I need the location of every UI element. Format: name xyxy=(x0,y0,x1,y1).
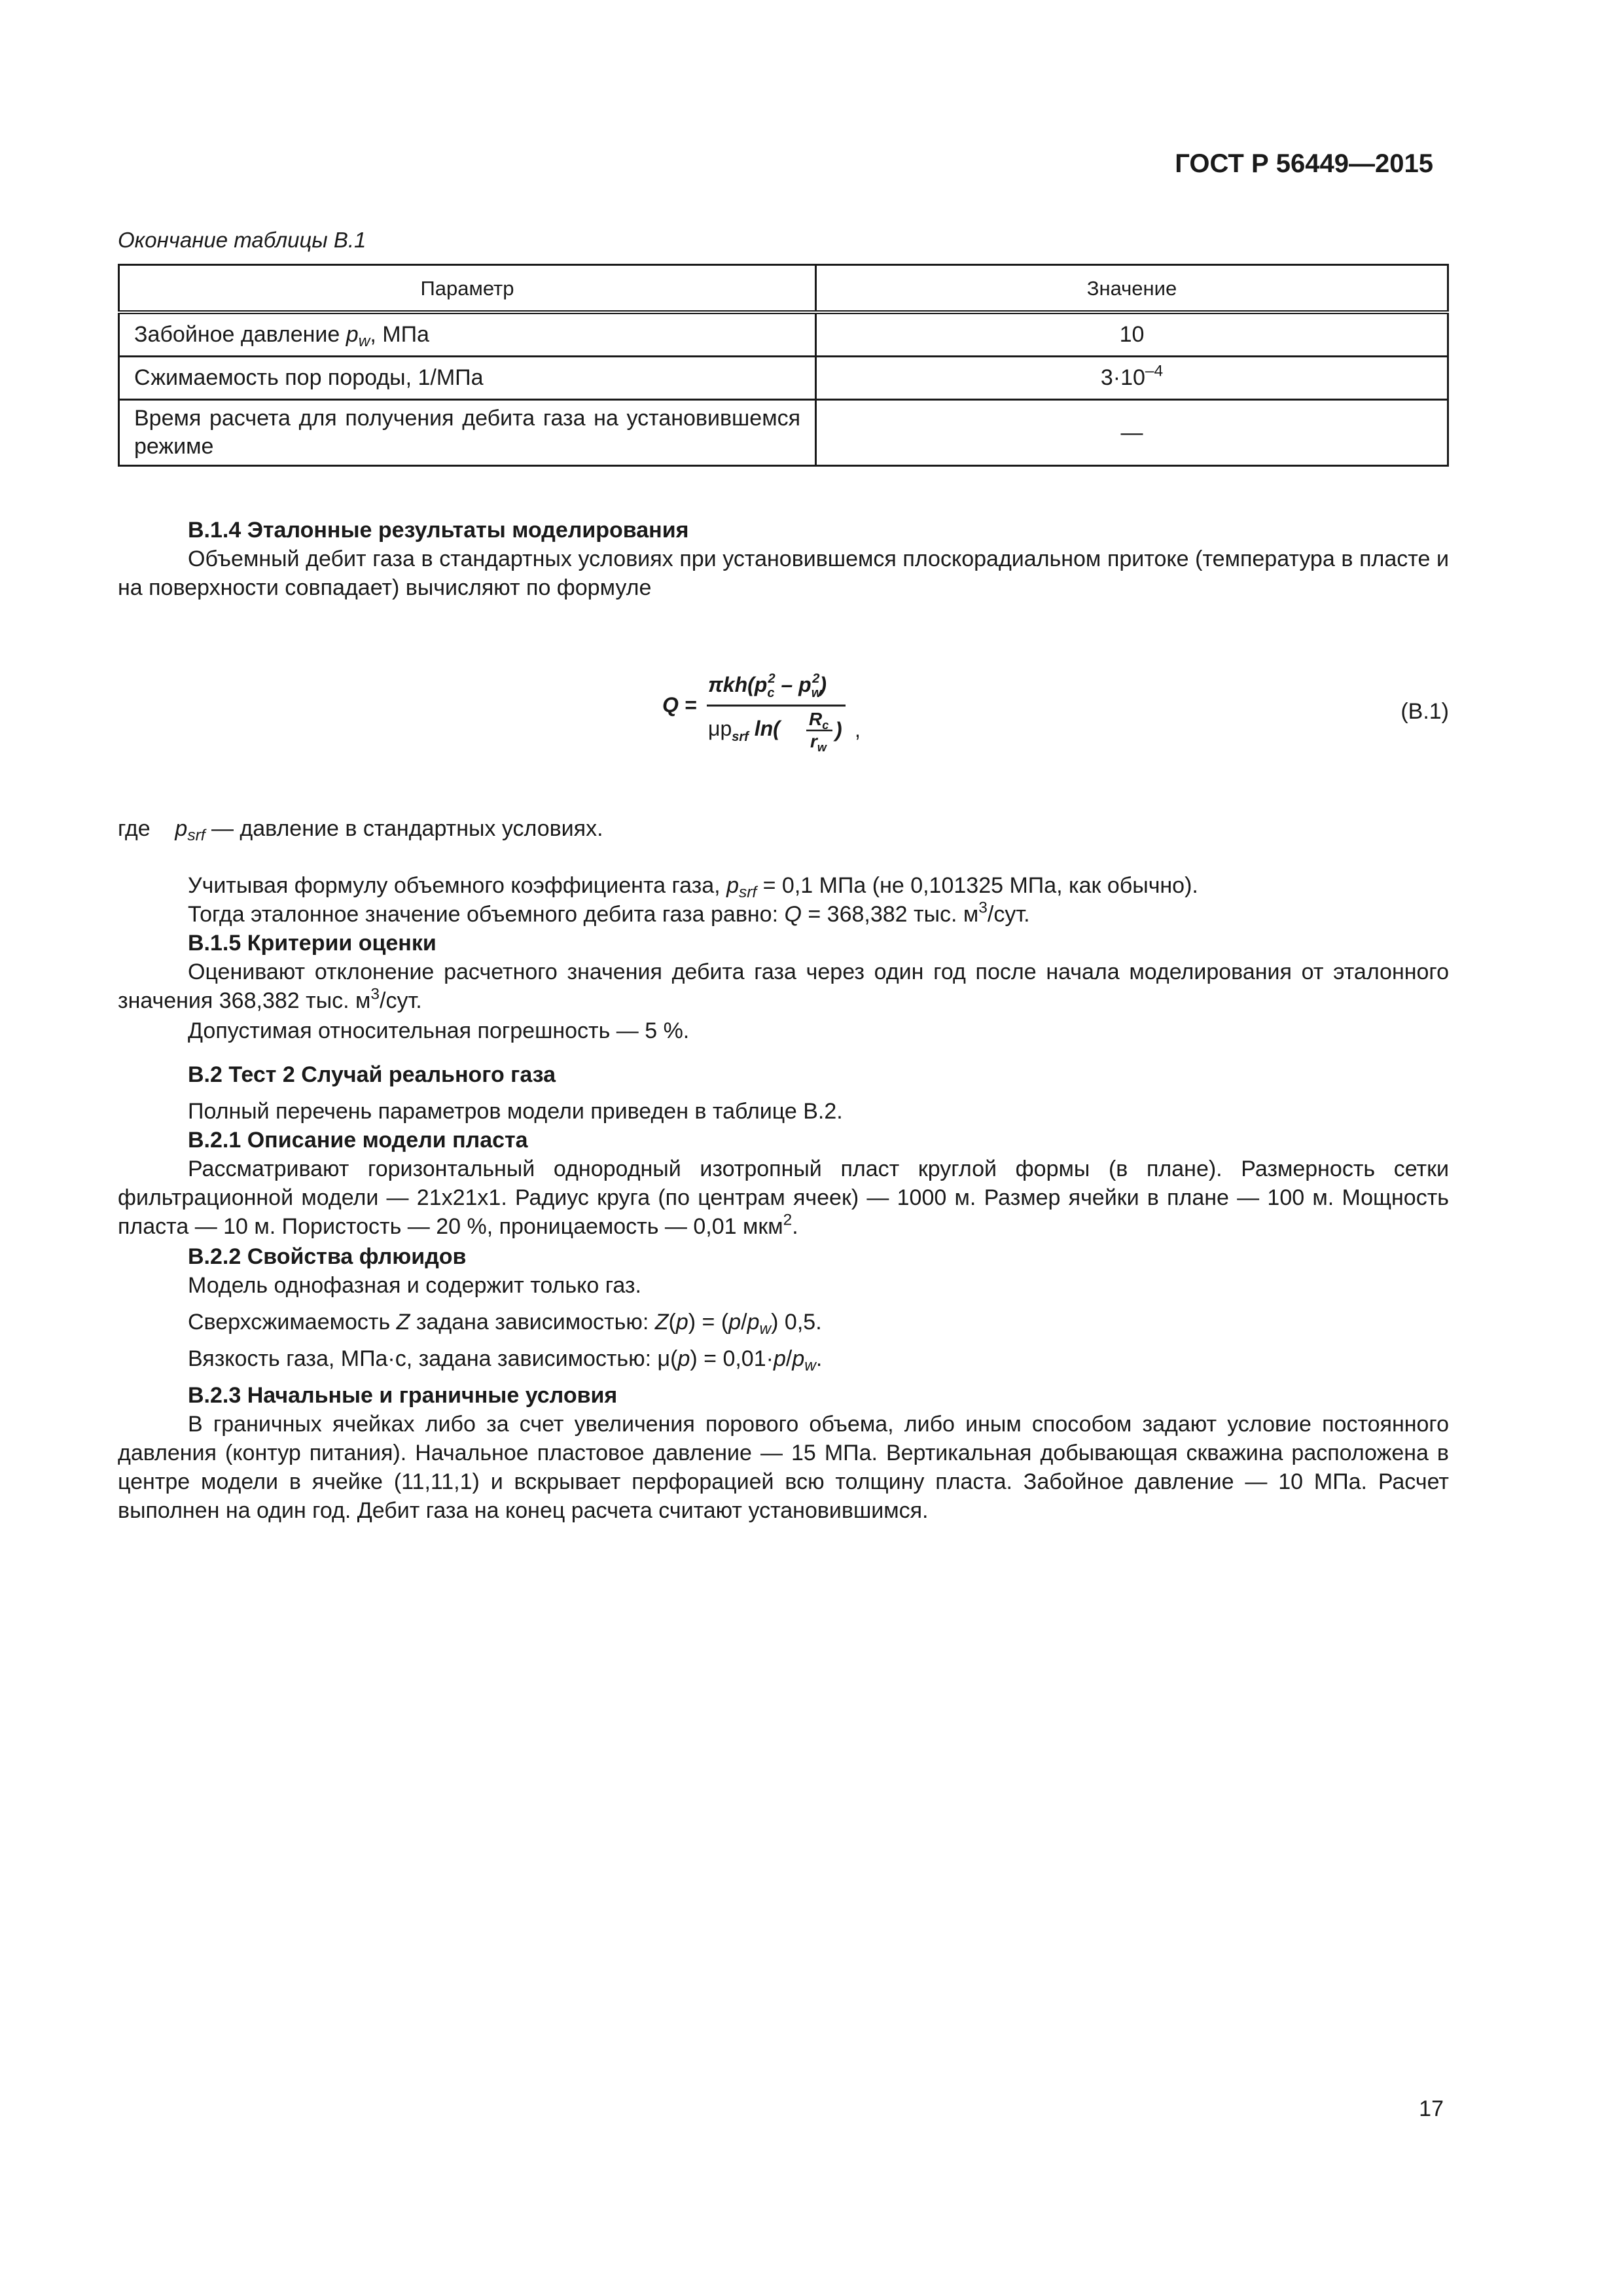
table-cell-parameter: Забойное давление $p_w$, МПа xyxy=(119,312,816,357)
paragraph-note-psrf: Учитывая формулу объемного коэффициента газа, $p_{srf} = 0,1$ МПа (не 0,101325 МПа, как обычно). xyxy=(188,873,1198,901)
formula-ratio-top: $R_c$ xyxy=(809,709,829,732)
formula-comma: , xyxy=(855,718,861,742)
section-heading-b22: В.2.2 Свойства флюидов xyxy=(188,1244,467,1269)
table-cell-value: $3\cdot 10^{-4}$ xyxy=(816,357,1448,400)
formula-number: (В.1) xyxy=(1400,699,1449,724)
formula-lhs: Q = xyxy=(662,693,697,717)
table-cell-value: — xyxy=(816,400,1448,466)
table-caption: Окончание таблицы В.1 xyxy=(118,228,366,252)
paragraph-b21-model: Рассматривают горизонтальный однородный изотропный пласт круглой формы (в плане). Размерность сетки фильтрационной модели — 21x21x1. Радиус круга (по центрам ячеек) — 1000 м. Размер ячейки в плане — 100 м. Мощность пласта — 10 м. Пористость — 20 %, проницаемость — 0,01 мкм$^2$. xyxy=(118,1157,1449,1239)
document-header: ГОСТ Р 56449—2015 xyxy=(1175,149,1433,178)
paragraph-b23-conditions: В граничных ячейках либо за счет увеличения порового объема, либо иным способом задают условие постоянного давления (контур питания). Начальное пластовое давление — 15 МПа. Вертикальная добывающая скважина расположена в центре модели в ячейке (11,11,1) и вскрывает перфорацией всю толщину пласта. Забойное давление — 10 МПа. Расчет выполнен на один год. Дебит газа на конец расчета считают установившимся. xyxy=(118,1412,1449,1523)
paragraph-b2-intro: Полный перечень параметров модели приведен в таблице В.2. xyxy=(188,1099,843,1124)
paragraph-b15-criteria: Оценивают отклонение расчетного значения дебита газа через один год после начала моделирования от эталонного значения 368,382 тыс. $м^3$/сут. xyxy=(118,960,1449,1013)
paragraph-reference-value: Тогда эталонное значение объемного дебита газа равно: Q = 368,382 тыс. $м^3$/сут. xyxy=(188,899,1030,927)
table-cell-parameter: Сжимаемость пор породы, 1/МПа xyxy=(119,357,816,400)
section-heading-b15: В.1.5 Критерии оценки xyxy=(188,931,437,956)
section-heading-b21: В.2.1 Описание модели пласта xyxy=(188,1128,528,1153)
formula-ratio-bottom: $r_w$ xyxy=(810,731,827,754)
paragraph-b15-tolerance: Допустимая относительная погрешность — 5 %. xyxy=(188,1018,690,1043)
table-header-row xyxy=(119,265,1448,313)
paragraph-b22-single-phase: Модель однофазная и содержит только газ. xyxy=(188,1273,641,1298)
column-header-parameter: Параметр xyxy=(119,265,816,313)
formula-close-paren: ) xyxy=(835,718,842,742)
section-heading-b2: В.2 Тест 2 Случай реального газа xyxy=(188,1062,556,1087)
formula-denominator: $\mu p_{srf}$ ln( xyxy=(708,717,780,744)
table-cell-value: 10 xyxy=(816,312,1448,357)
section-heading-b14: В.1.4 Эталонные результаты моделирования xyxy=(188,518,689,543)
section-heading-b23: В.2.3 Начальные и граничные условия xyxy=(188,1383,618,1408)
parameters-table xyxy=(118,264,1449,467)
page-number: 17 xyxy=(1419,2096,1444,2121)
paragraph-b22-viscosity: Вязкость газа, МПа·с, задана зависимостью: $\mu(p) = 0,01\cdot p/p_w$. xyxy=(188,1346,823,1374)
table-row xyxy=(119,400,1448,466)
where-clause: где $p_{srf}$ — давление в стандартных условиях. xyxy=(118,816,603,844)
formula-numerator: $\pi kh(p_c2 - p_w2)$ xyxy=(708,672,827,700)
column-header-value: Значение xyxy=(816,265,1448,313)
paragraph-b14-intro: Объемный дебит газа в стандартных условиях при установившемся плоскорадиальном притоке (температура в пласте и на поверхности совпадает) вычисляют по формуле xyxy=(118,547,1449,600)
table-row xyxy=(119,357,1448,400)
table-row xyxy=(119,312,1448,357)
table-cell-parameter: Время расчета для получения дебита газа на установившемся режиме xyxy=(119,400,816,466)
paragraph-b22-compressibility: Сверхсжимаемость Z задана зависимостью: $Z(p) = (p/p_w)$ 0,5. xyxy=(188,1310,822,1338)
formula-b1 xyxy=(661,662,877,761)
